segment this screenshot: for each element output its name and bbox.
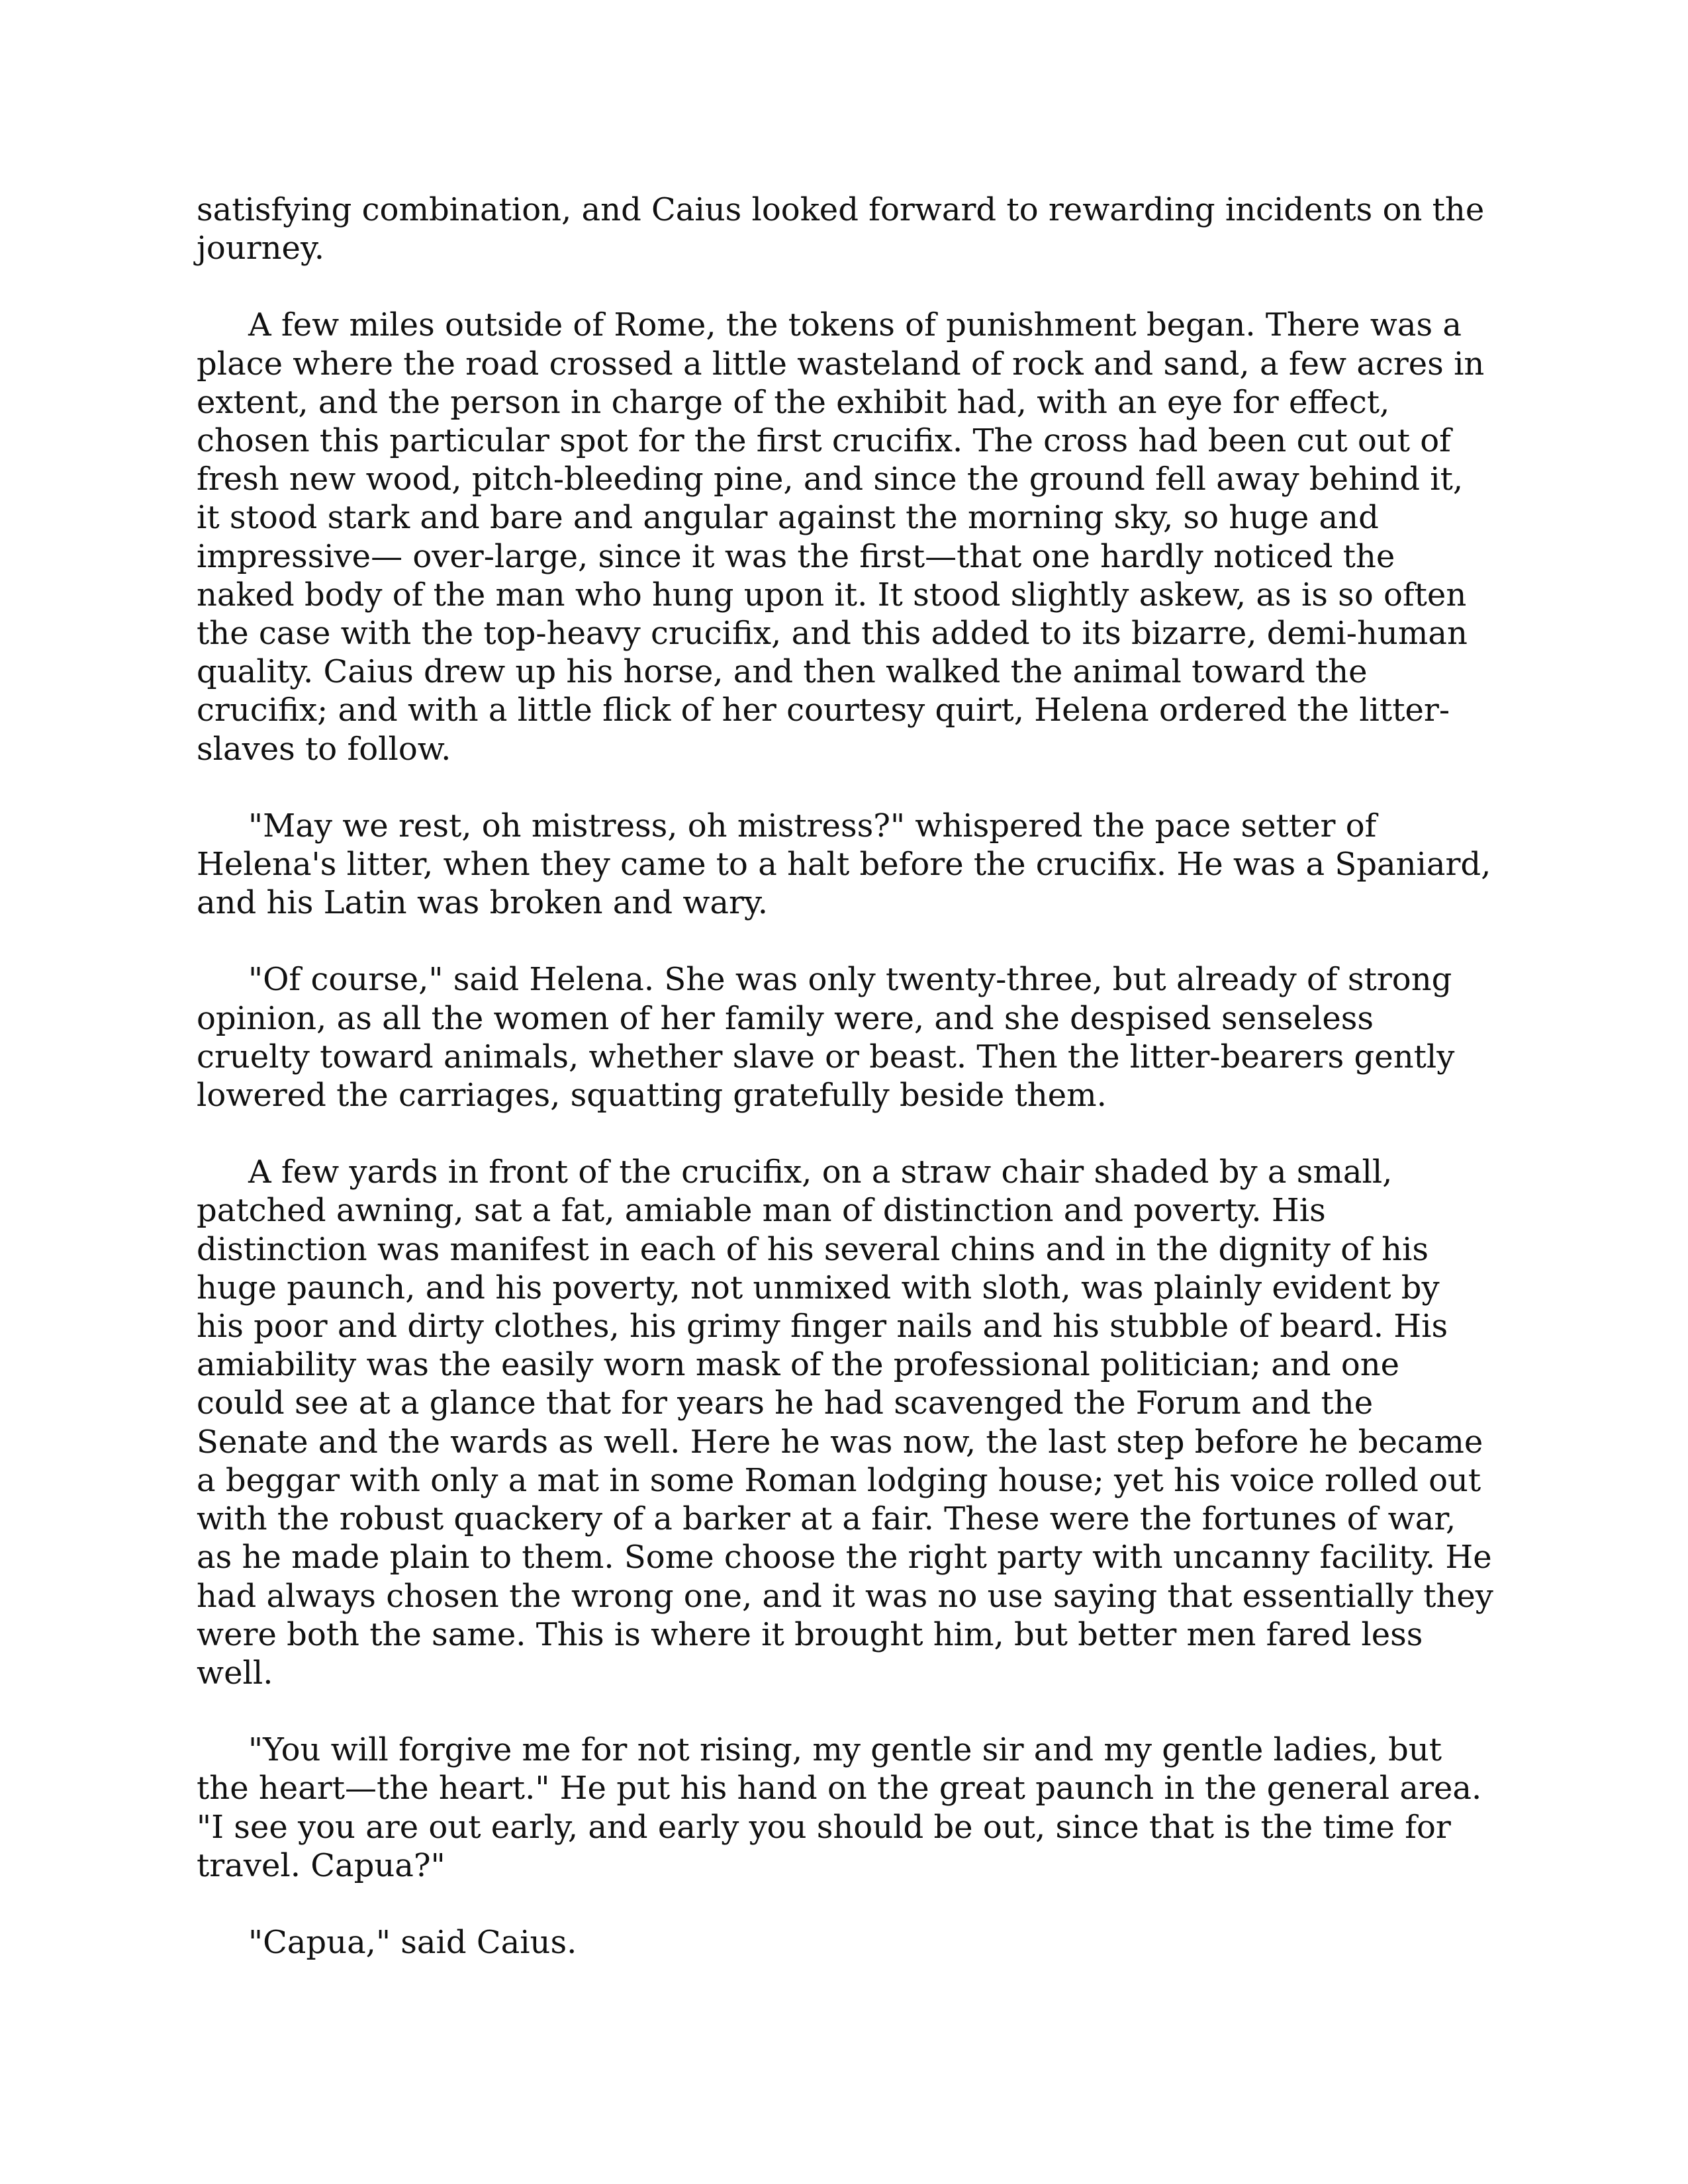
paragraph-pace-setter-dialogue: "May we rest, oh mistress, oh mistress?" whispered the pace setter of Helena's litter, when they came to a halt before the crucifix. He was a Spaniard, and his Latin was broken and wary. (197, 807, 1491, 922)
paragraph-fat-man-dialogue: "You will forgive me for not rising, my gentle sir and my gentle ladies, but the heart—the heart." He put his hand on the great paunch in the general area. "I see you are out early, and early you should be out, since that is the time for travel. Capua?" (197, 1731, 1482, 1884)
paragraph-continuation: satisfying combination, and Caius looked forward to rewarding incidents on the journey. (197, 191, 1485, 267)
paragraph-crucifix-description: A few miles outside of Rome, the tokens of punishment began. There was a place where the road crossed a little wasteland of rock and sand, a few acres in extent, and the person in charge of the exhibit had, with an eye for effect, chosen this particular spot for the first crucifix. The cross had been cut out of fresh new wood, pitch-bleeding pine, and since the ground fell away behind it, it stood stark and bare and angular against the morning sky, so huge and impressive— over-large, since it was the first—that one hardly noticed the naked body of the man who hung upon it. It stood slightly askew, as is so often the case with the top-heavy crucifix, and this added to its bizarre, demi-human quality. Caius drew up his horse, and then walked the animal toward the crucifix; and with a little flick of her courtesy quirt, Helena ordered the litter-slaves to follow. (197, 306, 1485, 768)
paragraph-fat-man-description: A few yards in front of the crucifix, on a straw chair shaded by a small, patched awning, sat a fat, amiable man of distinction and poverty. His distinction was manifest in each of his several chins and in the dignity of his huge paunch, and his poverty, not unmixed with sloth, was plainly evident by his poor and dirty clothes, his grimy finger nails and his stubble of beard. His amiability was the easily worn mask of the professional politician; and one could see at a glance that for years he had scavenged the Forum and the Senate and the wards as well. Here he was now, the last step before he became a beggar with only a mat in some Roman lodging house; yet his voice rolled out with the robust quackery of a barker at a fair. These were the fortunes of war, as he made plain to them. Some choose the right party with uncanny facility. He had always chosen the wrong one, and it was no use saying that essentially they were both the same. This is where it brought him, but better men fared less well. (197, 1154, 1493, 1692)
body-text (197, 191, 1494, 2000)
paragraph-helena-dialogue: "Of course," said Helena. She was only twenty-three, but already of strong opinion, as all the women of her family were, and she despised senseless cruelty toward animals, whether slave or beast. Then the litter-bearers gently lowered the carriages, squatting gratefully beside them. (197, 961, 1455, 1115)
paragraph-caius-reply: "Capua," said Caius. (248, 1923, 577, 1961)
